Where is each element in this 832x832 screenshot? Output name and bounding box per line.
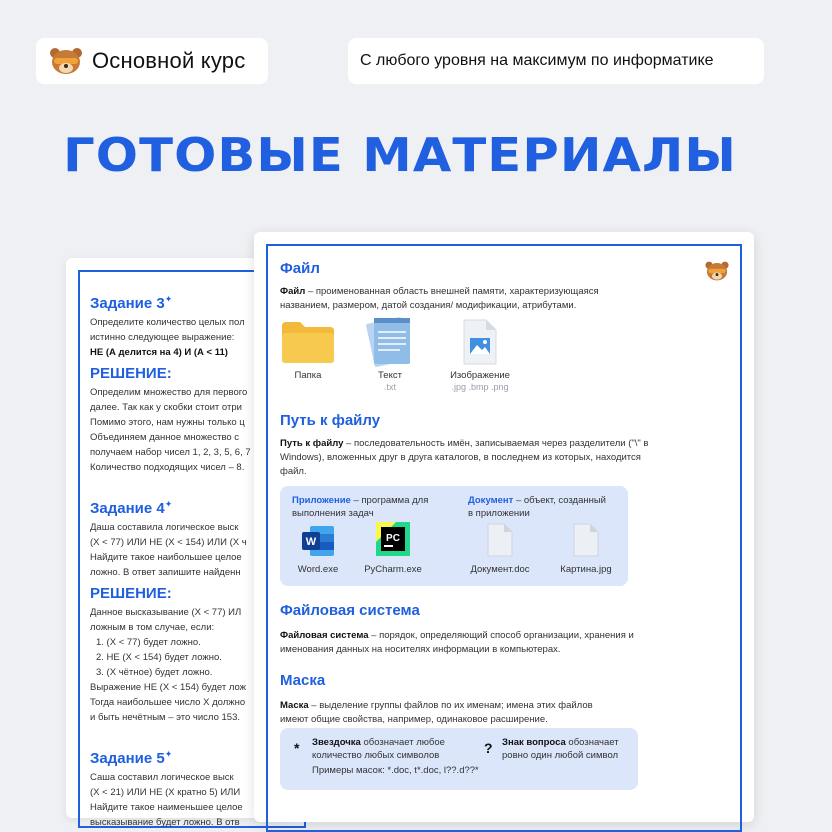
app-doc-box (280, 486, 628, 586)
bear-icon (704, 260, 730, 282)
svg-text:PC: PC (386, 533, 400, 544)
word-label: Word.exe (297, 564, 339, 575)
task5-line: (Х < 21) ИЛИ НЕ (Х кратно 5) ИЛИ (90, 787, 241, 798)
question-definition: Знак вопроса обозначает ровно один любой символ (502, 737, 619, 761)
sol4-line: 2. НЕ (Х < 154) будет ложно. (96, 652, 222, 663)
solution3-label: РЕШЕНИЕ: (90, 365, 172, 382)
sol4-line: Выражение НЕ (Х < 154) будет лож (90, 682, 247, 693)
mask-examples: Примеры масок: *.doc, t*.doc, l??.d??* (312, 765, 479, 776)
app-definition: Приложение – программа для выполнения задач (292, 495, 429, 519)
word-icon (300, 524, 336, 558)
sol3-line: Количество подходящих чисел – 8. (90, 462, 245, 473)
pycharm-label: PyCharm.exe (364, 564, 422, 575)
task5-title: Задание 5✦ (90, 749, 173, 767)
front-sheet (254, 232, 754, 822)
question-symbol: ? (484, 740, 493, 756)
text-file-icon (364, 314, 414, 366)
image-doc-label: Картина.jpg (560, 564, 612, 575)
task3-title: Задание 3✦ (90, 294, 173, 312)
image-ext: .jpg .bmp .png (451, 382, 509, 392)
star-symbol: * (294, 740, 300, 756)
sol3-line: Объединяем данное множество с (90, 432, 240, 443)
course-label: Основной курс (92, 48, 246, 73)
sol3-line: Помимо этого, нам нужны только ц (90, 417, 245, 428)
file-definition: Файл – проименованная область внешней памяти, характеризующаяся названием, размером, датой создания/ модификации, атрибутами. (280, 286, 599, 311)
path-title: Путь к файлу (280, 412, 381, 429)
sol4-line: 1. (Х < 77) будет ложно. (96, 637, 201, 648)
folder-icon (280, 320, 336, 364)
sol4-line: ложным в том случае, если: (90, 622, 215, 633)
doc-definition: Документ – объект, созданный в приложении (468, 495, 606, 519)
path-definition: Путь к файлу – последовательность имён, записываемая через разделители ("\" в Windows), вложенных друг в друга каталогов, в последнем из которых, находится файл. (280, 438, 649, 477)
path-section (280, 412, 650, 479)
task4-line: Найдите такое наибольшее целое (90, 552, 242, 563)
image-doc-icon (572, 522, 600, 558)
course-badge (36, 38, 268, 84)
fs-section (280, 602, 650, 657)
page-title: ГОТОВЫЕ МАТЕРИАЛЫ (63, 128, 737, 182)
solution4-label: РЕШЕНИЕ: (90, 585, 172, 602)
image-label: Изображение (450, 370, 510, 381)
mask-title: Маска (280, 672, 326, 689)
sol3-line: далее. Так как у скобки стоит отри (90, 402, 242, 413)
document-icon (486, 522, 514, 558)
folder-label: Папка (294, 370, 322, 381)
tagline: С любого уровня на максимум по информатике (360, 52, 714, 69)
mask-definition: Маска – выделение группы файлов по их именам; имена этих файлов имеют общие свойства, например, одинаковое расширение. (280, 700, 593, 725)
document-label: Документ.doc (470, 564, 530, 575)
mask-section (280, 672, 620, 727)
task3-line: истинно следующее выражение: (90, 332, 235, 343)
sol3-line: получаем набор чисел 1, 2, 3, 5, 6, 7 (90, 447, 251, 458)
file-title: Файл (280, 260, 320, 277)
task3-line: Определите количество целых пол (90, 317, 245, 328)
task5-line: Найдите такое наименьшее целое (90, 802, 243, 813)
text-label: Текст (378, 370, 402, 381)
tagline-badge (348, 38, 764, 84)
pycharm-icon (376, 522, 410, 556)
sol4-line: Данное высказывание (Х < 77) ИЛ (90, 607, 242, 618)
task4-line: (Х < 77) ИЛИ НЕ (Х < 154) ИЛИ (Х ч (90, 537, 247, 548)
file-section (280, 260, 640, 313)
task4-line: ложно. В ответ запишите найденн (90, 567, 241, 578)
task4-line: Даша составила логическое выск (90, 522, 239, 533)
svg-text:W: W (305, 536, 317, 548)
task3-line: НЕ (А делится на 4) И (А < 11) (90, 347, 228, 358)
mask-box (280, 728, 638, 790)
star-definition: Звездочка обозначает любое количество любых символов (312, 737, 445, 761)
fs-definition: Файловая система – порядок, определяющий способ организации, хранения и именования данных на носителях информации в компьютерах. (280, 630, 634, 655)
image-file-icon (460, 318, 500, 366)
task4-title: Задание 4✦ (90, 499, 173, 517)
task5-line: Саша составил логическое выск (90, 772, 234, 783)
file-icons-row (280, 320, 580, 395)
sol4-line: и быть нечётным – это число 153. (90, 712, 240, 723)
sol4-line: Тогда наибольшее число Х должно (90, 697, 246, 708)
sol3-line: Определим множество для первого (90, 387, 248, 398)
task5-line: высказывание будет ложно. В отв (90, 817, 240, 828)
text-ext: .txt (383, 382, 396, 392)
sol4-line: 3. (Х чётное) будет ложно. (96, 667, 213, 678)
fs-title: Файловая система (280, 602, 420, 619)
bear-icon (48, 46, 84, 76)
